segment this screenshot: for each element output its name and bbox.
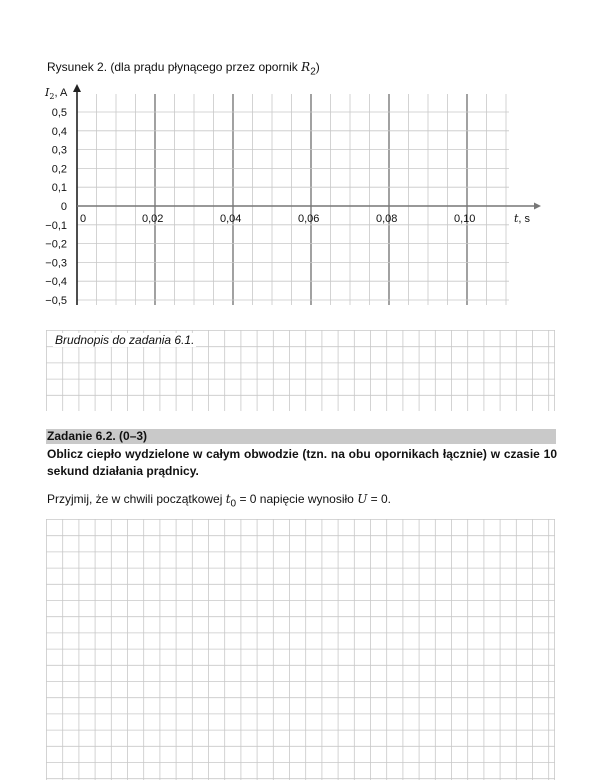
assumption-prefix: Przyjmij, że w chwili początkowej (47, 492, 226, 506)
x-tick-label: 0,02 (142, 213, 164, 225)
y-axis-label: $I_2$, A (45, 86, 68, 101)
x-axis-arrow (534, 203, 541, 210)
chart-axes (73, 84, 541, 305)
x-tick-label: 0,04 (220, 213, 242, 225)
assumption-end: = 0. (367, 492, 391, 506)
task-header: Zadanie 6.2. (0–3) (46, 429, 556, 444)
caption-subscript: 2 (310, 66, 316, 78)
caption-variable: R (301, 60, 311, 74)
chart-labels (44, 86, 531, 307)
assumption-text (47, 492, 391, 509)
y-tick-label: 0,1 (51, 182, 67, 195)
chart-grid (77, 94, 509, 305)
x-tick-label: 0,08 (376, 213, 398, 225)
assumption-mid: = 0 napięcie wynosiło (236, 492, 358, 506)
x-tick-label: 0,06 (298, 213, 320, 225)
time-variable: t (225, 492, 231, 506)
y-tick-label: −0,3 (45, 257, 67, 270)
answer-grid[interactable] (46, 519, 555, 780)
x-axis-label: t, s (514, 212, 531, 225)
time-subscript: 0 (230, 498, 237, 510)
caption-prefix: Rysunek 2. (dla prądu płynącego przez opornik (47, 60, 302, 74)
y-tick-label: −0,1 (45, 219, 67, 232)
y-tick-label: −0,4 (45, 276, 67, 289)
y-tick-label: 0,2 (51, 163, 67, 176)
caption-suffix: ) (315, 60, 320, 74)
draft-label: Brudnopis do zadania 6.1. (55, 333, 195, 347)
y-tick-label: 0,3 (51, 144, 67, 157)
y-tick-label: 0,5 (51, 107, 67, 119)
y-axis-arrow (73, 84, 81, 92)
voltage-variable: U (357, 492, 368, 506)
y-tick-label: 0,4 (51, 125, 67, 138)
y-tick-label: 0 (60, 201, 67, 213)
current-time-chart (0, 0, 591, 330)
x-tick-label: 0 (80, 213, 87, 225)
x-tick-label: 0,10 (454, 213, 476, 225)
y-tick-label: −0,5 (45, 295, 67, 307)
task-text: Oblicz ciepło wydzielone w całym obwodzie (tzn. na obu opornikach łącznie) w czasie 10 sekund działania prądnicy. (47, 447, 557, 478)
y-tick-label: −0,2 (45, 238, 67, 251)
